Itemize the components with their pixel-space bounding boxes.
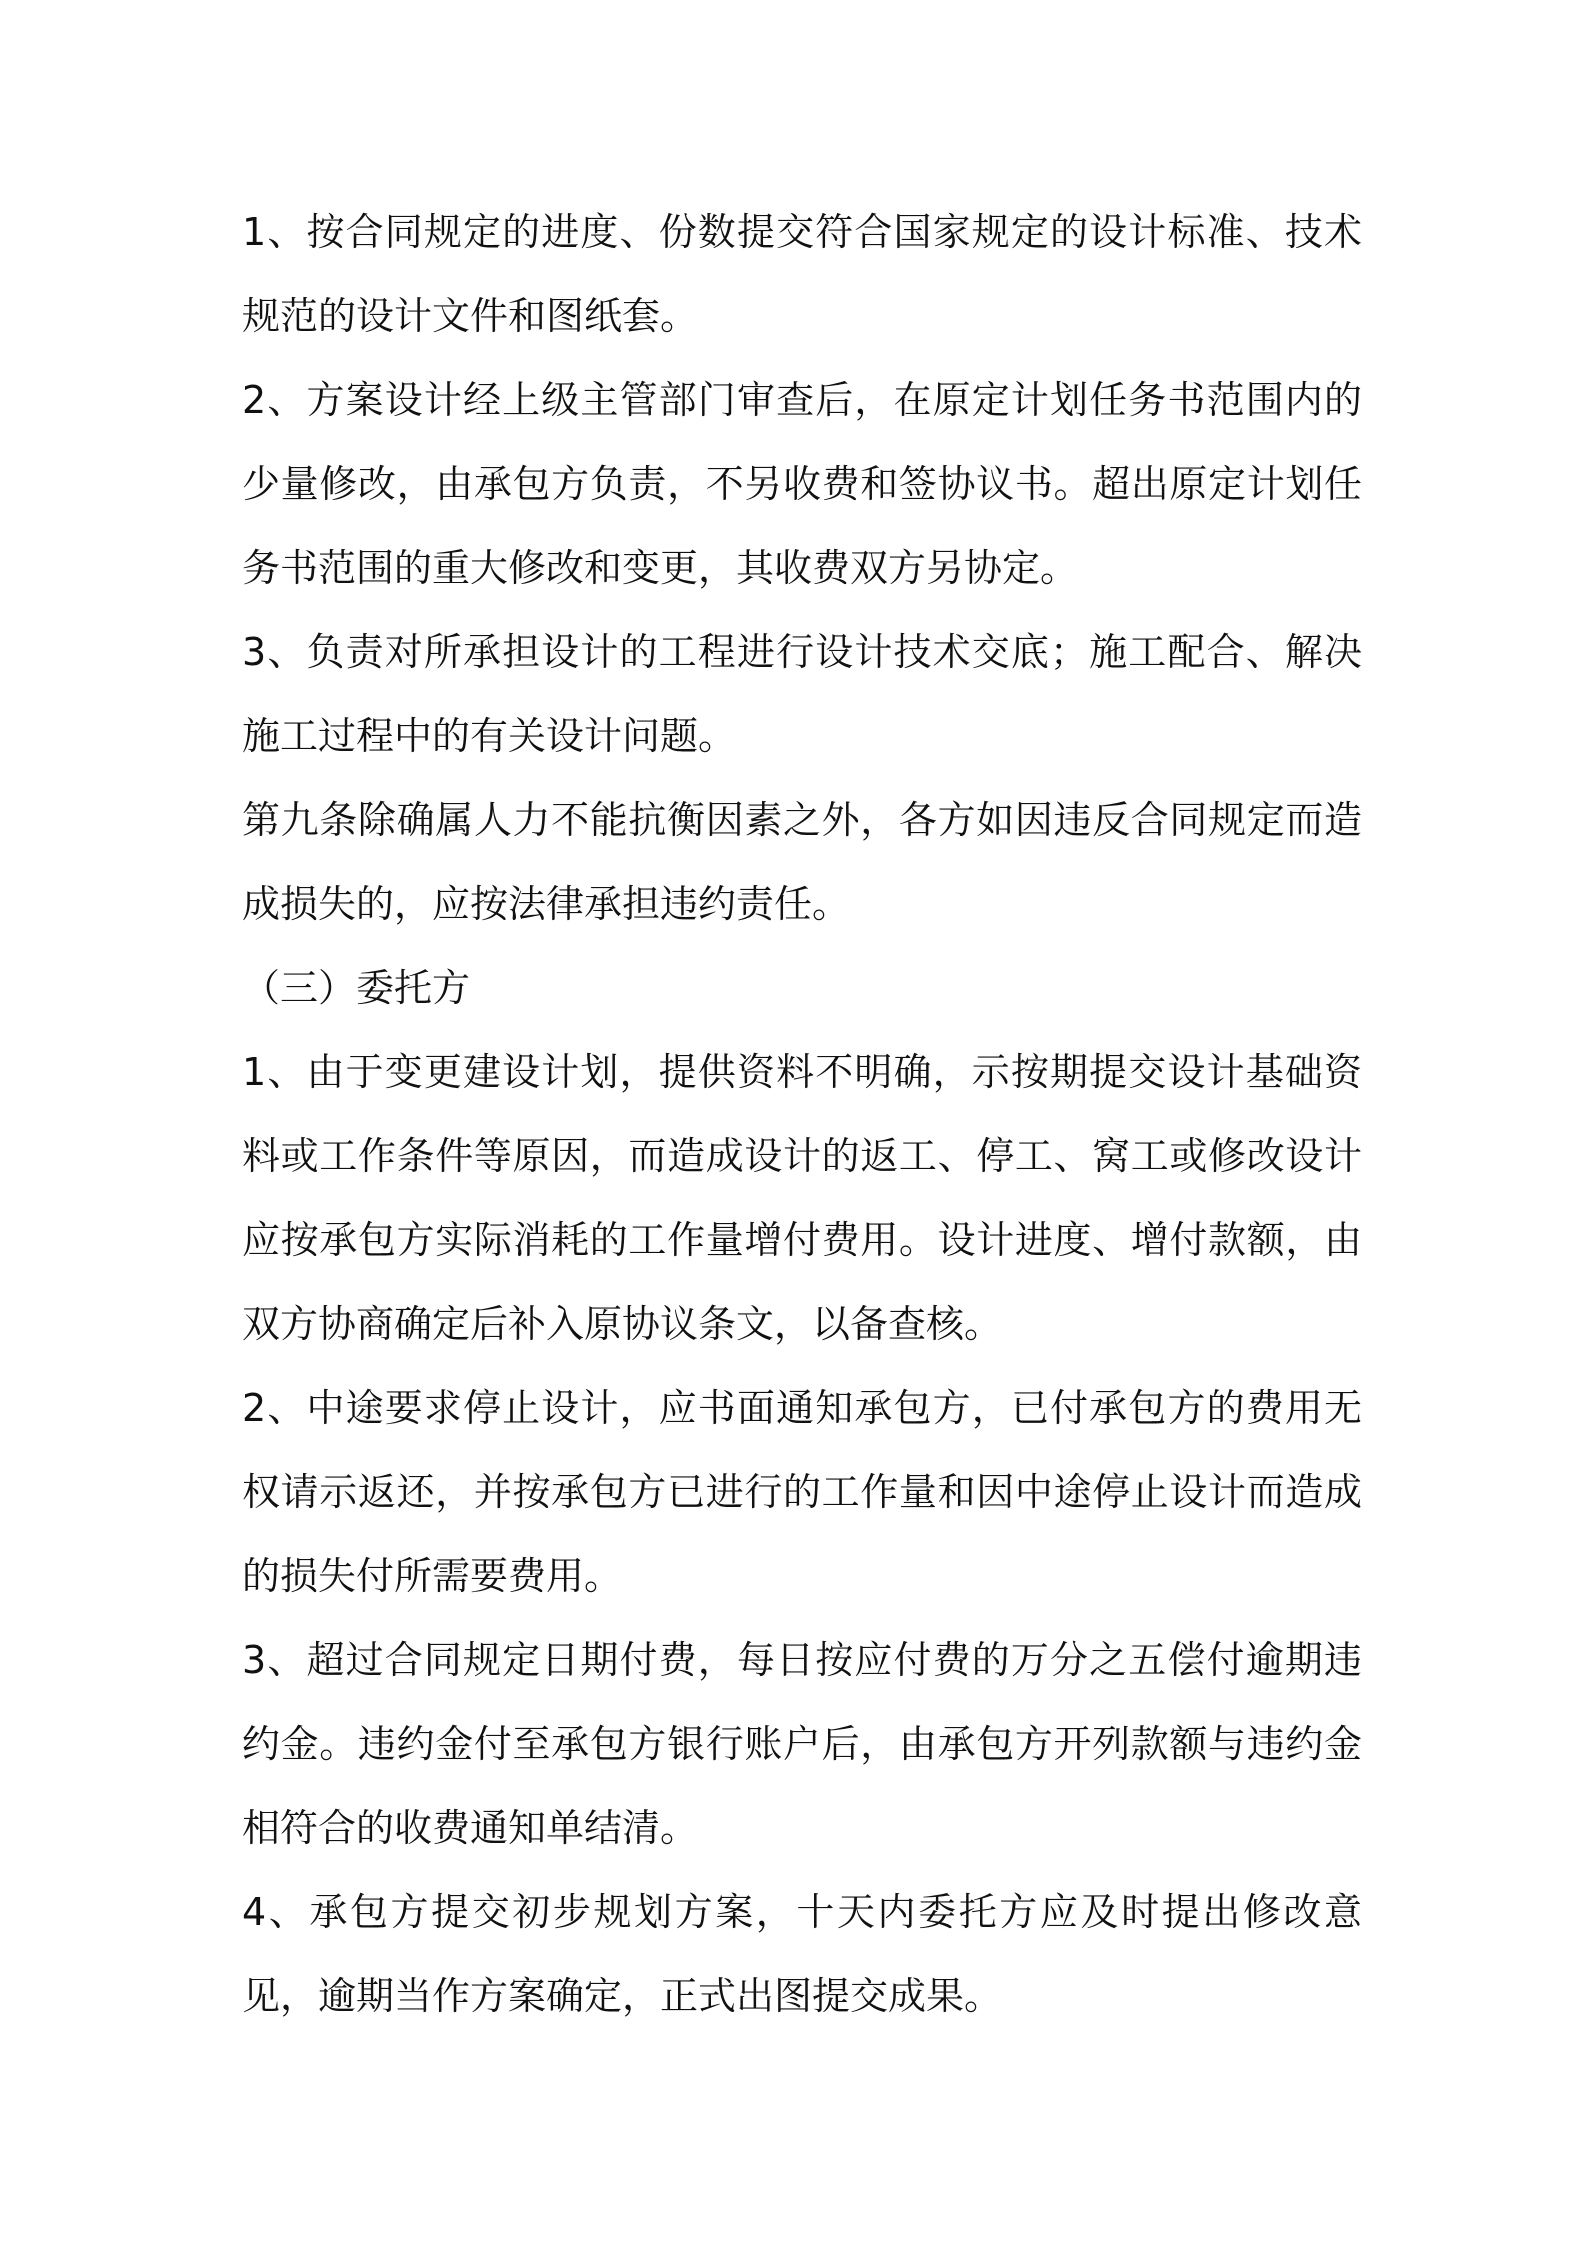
client-clause-1-paragraph: 1、由于变更建设计划，提供资料不明确，示按期提交设计基础资料或工作条件等原因，而造成设计的返工、停工、窝工或修改设计应按承包方实际消耗的工作量增付费用。设计进度、增付款额，由双方协商确定后补入原协议条文，以备查核。 [242,1050,1362,1346]
client-clause-2-paragraph: 2、中途要求停止设计，应书面通知承包方，已付承包方的费用无权请示返还，并按承包方已进行的工作量和因中途停止设计而造成的损失付所需要费用。 [242,1386,1362,1598]
article-9-paragraph: 第九条除确属人力不能抗衡因素之外，各方如因违反合同规定而造成损失的，应按法律承担违约责任。 [242,798,1362,926]
clause-2-paragraph: 2、方案设计经上级主管部门审查后，在原定计划任务书范围内的少量修改，由承包方负责，不另收费和签协议书。超出原定计划任务书范围的重大修改和变更，其收费双方另协定。 [242,378,1362,590]
client-clause-3-paragraph: 3、超过合同规定日期付费，每日按应付费的万分之五偿付逾期违约金。违约金付至承包方银行账户后，由承包方开列款额与违约金相符合的收费通知单结清。 [242,1638,1362,1850]
section-heading-client: （三）委托方 [242,966,471,1010]
document-body [242,190,1362,2038]
clause-3-paragraph: 3、负责对所承担设计的工程进行设计技术交底；施工配合、解决施工过程中的有关设计问题。 [242,630,1362,758]
client-clause-4-paragraph: 4、承包方提交初步规划方案，十天内委托方应及时提出修改意见，逾期当作方案确定，正式出图提交成果。 [242,1890,1362,2018]
clause-1-paragraph: 1、按合同规定的进度、份数提交符合国家规定的设计标准、技术规范的设计文件和图纸套。 [242,210,1362,338]
